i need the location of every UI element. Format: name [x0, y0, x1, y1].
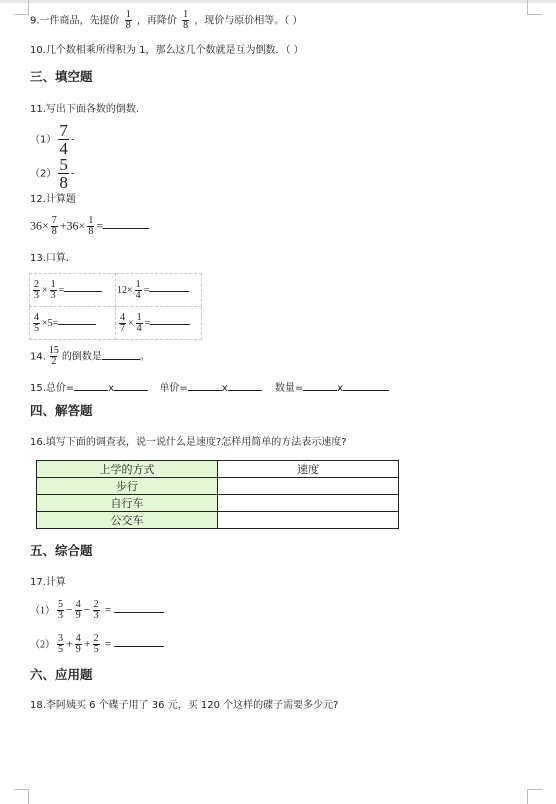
calc-cell: $\frac{4}{7}$ × $\frac{1}{4}$ = [116, 307, 202, 340]
answer-blank[interactable] [149, 282, 189, 292]
section-title: 五、综合题 [30, 543, 93, 558]
answer-blank[interactable] [102, 350, 140, 360]
crop-mark [14, 789, 29, 804]
answer-blank[interactable] [64, 282, 102, 292]
answer-blank[interactable] [303, 381, 337, 391]
answer-blank[interactable] [188, 381, 222, 391]
question-13: 13.口算. [30, 253, 70, 264]
question-16: 16.填写下面的调查表，说一说什么是速度?怎样用简单的方法表示速度? [30, 437, 347, 448]
table-header: 上学的方式 [37, 461, 218, 478]
answer-blank[interactable] [114, 603, 164, 613]
survey-table [36, 460, 399, 529]
answer-blank[interactable] [58, 315, 96, 325]
calc-cell: 12× $\frac{1}{4}$ = [116, 274, 202, 307]
question-17: 17.计算 [30, 577, 66, 588]
question-10: 10.几个数相乘所得积为 1，那么这几个数就是互为倒数．（ ） [30, 45, 304, 56]
fraction: $\frac{15}{2}$ [48, 345, 59, 367]
page-top-edge [0, 0, 556, 3]
question-11: 11.写出下面各数的倒数. [30, 104, 140, 115]
section-title: 四、解答题 [30, 403, 93, 418]
question-14: 14. $\frac{15}{2}$ 的倒数是 。 [30, 345, 150, 367]
answer-blank[interactable] [114, 637, 164, 647]
crop-mark [527, 789, 542, 804]
question-11-item: （1） $\frac{7}{4}$ - [30, 121, 75, 158]
fraction: $\frac{5}{8}$ [59, 155, 68, 192]
oral-calc-grid [29, 273, 202, 340]
fraction: $\frac{1}{8}$ [183, 9, 189, 31]
calc-cell: $\frac{2}{3}$ × $\frac{1}{3}$ = [30, 274, 116, 307]
question-17-line: （1） $\frac{5}{3}$ − $\frac{4}{9}$ − $\frac{2}{3}$ = [30, 600, 164, 621]
crop-mark [14, 0, 29, 15]
question-15: 15.总价= x 单价= x 数量= x [30, 381, 389, 396]
section-title: 三、填空题 [30, 69, 93, 84]
question-12: 12.计算题 [30, 194, 76, 205]
question-11-item: （2） $\frac{5}{8}$ - [30, 155, 75, 192]
calc-cell: $\frac{4}{5}$ ×5= [30, 307, 116, 340]
answer-cell[interactable] [218, 512, 399, 529]
answer-blank[interactable] [228, 381, 262, 391]
table-header: 速度 [218, 461, 399, 478]
table-row-label: 公交车 [37, 512, 218, 529]
question-18: 18.李阿姨买 6 个碟子用了 36 元，买 120 个这样的碟子需要多少元? [30, 700, 339, 711]
answer-blank[interactable] [343, 381, 389, 391]
answer-blank[interactable] [103, 219, 149, 229]
fraction: $\frac{1}{8}$ [88, 215, 94, 237]
fraction: $\frac{7}{8}$ [51, 215, 57, 237]
answer-cell[interactable] [218, 495, 399, 512]
fraction: $\frac{1}{8}$ [125, 9, 131, 31]
table-row-label: 自行车 [37, 495, 218, 512]
table-row-label: 步行 [37, 478, 218, 495]
question-12-expression: 36× $\frac{7}{8}$ +36× $\frac{1}{8}$ = [30, 216, 149, 237]
answer-blank[interactable] [114, 381, 148, 391]
fraction: $\frac{7}{4}$ [59, 121, 68, 158]
crop-mark [527, 0, 542, 15]
question-9: 9.一件商品，先提价 $\frac{1}{8}$ ，再降价 $\frac{1}{8}$ ，现价与原价相等。（ ） [30, 9, 303, 31]
answer-blank[interactable] [74, 381, 108, 391]
question-17-line: （2） $\frac{3}{5}$ + $\frac{4}{9}$ + $\frac{2}{5}$ = [30, 634, 164, 655]
answer-cell[interactable] [218, 478, 399, 495]
answer-blank[interactable] [150, 315, 190, 325]
section-title: 六、应用题 [30, 667, 93, 682]
